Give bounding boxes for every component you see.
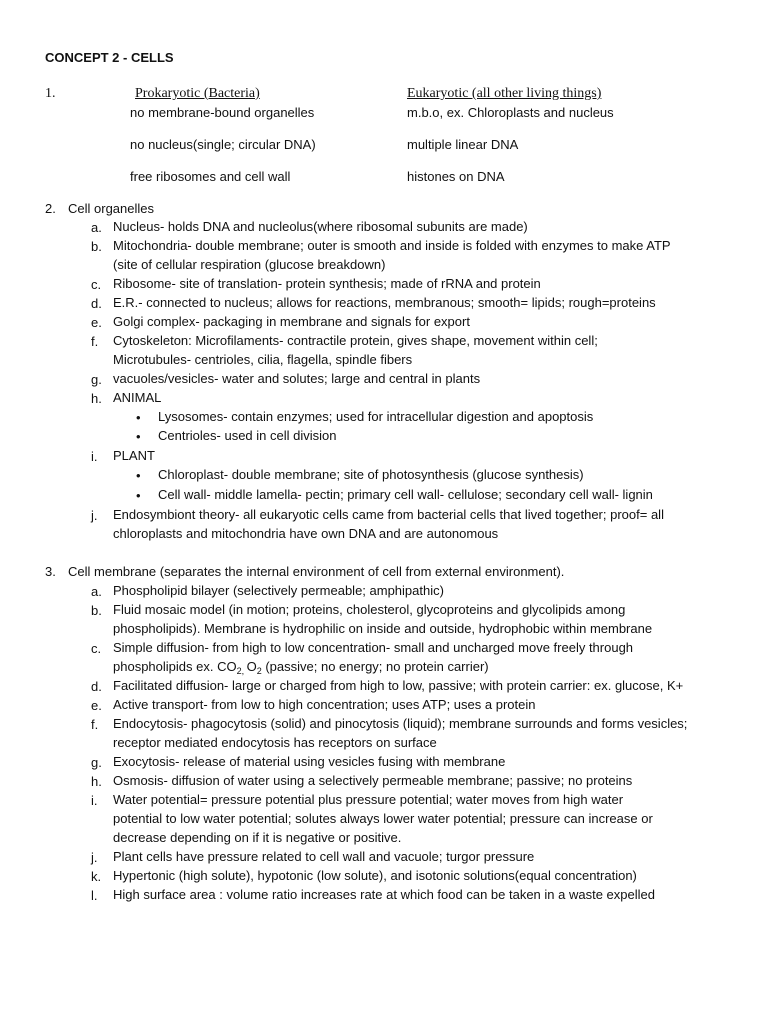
item-text: Microtubules- centrioles, cilia, flagella, spindle fibers bbox=[113, 352, 413, 367]
list-item bbox=[113, 369, 733, 388]
list-item bbox=[113, 217, 733, 236]
list-item bbox=[113, 505, 733, 543]
item-label: b. bbox=[91, 603, 102, 618]
list-item bbox=[113, 293, 733, 312]
bullet-icon: • bbox=[136, 488, 141, 503]
section-3-heading: Cell membrane (separates the internal environment of cell from external environment). bbox=[68, 564, 565, 579]
item-text: Endosymbiont theory- all eukaryotic cells came from bacterial cells that lived together; proof= all bbox=[113, 507, 664, 522]
list-item bbox=[113, 866, 733, 885]
list-item bbox=[113, 771, 733, 790]
item-label: l. bbox=[91, 888, 98, 903]
section-1-number: 1. bbox=[45, 86, 56, 101]
section-3-number: 3. bbox=[45, 564, 56, 579]
item-text: Ribosome- site of translation- protein synthesis; made of rRNA and protein bbox=[113, 276, 541, 291]
item-text: decrease depending on if it is negative or positive. bbox=[113, 830, 402, 845]
subscript: 2 bbox=[256, 666, 262, 676]
list-item bbox=[113, 274, 733, 293]
item-label: c. bbox=[91, 641, 102, 656]
list-item bbox=[113, 714, 753, 752]
item-text: Osmosis- diffusion of water using a selectively permeable membrane; passive; no proteins bbox=[113, 773, 633, 788]
prokaryotic-trait: free ribosomes and cell wall bbox=[130, 169, 291, 184]
item-text: Simple diffusion- from high to low concentration- small and uncharged move freely through bbox=[113, 640, 634, 655]
item-label: d. bbox=[91, 679, 102, 694]
list-item bbox=[158, 426, 718, 445]
item-text: Lysosomes- contain enzymes; used for intracellular digestion and apoptosis bbox=[158, 409, 594, 424]
prokaryotic-trait: no nucleus(single; circular DNA) bbox=[130, 137, 316, 152]
item-text: receptor mediated endocytosis has receptors on surface bbox=[113, 735, 437, 750]
item-label: i. bbox=[91, 449, 98, 464]
list-item bbox=[113, 752, 733, 771]
item-text: vacuoles/vesicles- water and solutes; large and central in plants bbox=[113, 371, 481, 386]
item-text: O bbox=[246, 659, 257, 674]
item-label: e. bbox=[91, 698, 102, 713]
item-text: Exocytosis- release of material using vesicles fusing with membrane bbox=[113, 754, 506, 769]
item-label: a. bbox=[91, 584, 102, 599]
eukaryotic-header: Eukaryotic (all other living things) bbox=[407, 86, 602, 101]
eukaryotic-trait: m.b.o, ex. Chloroplasts and nucleus bbox=[407, 105, 614, 120]
item-text: Fluid mosaic model (in motion; proteins, cholesterol, glycoproteins and glycolipids among bbox=[113, 602, 626, 617]
eukaryotic-trait: histones on DNA bbox=[407, 169, 505, 184]
item-label: f. bbox=[91, 717, 99, 732]
prokaryotic-trait: no membrane-bound organelles bbox=[130, 105, 315, 120]
item-label: f. bbox=[91, 334, 99, 349]
item-text: potential to low water potential; solutes always lower water potential; pressure can increase or bbox=[113, 811, 653, 826]
list-item bbox=[113, 695, 733, 714]
item-text: Water potential= pressure potential plus pressure potential; water moves from high water bbox=[113, 792, 624, 807]
list-item bbox=[158, 407, 718, 426]
item-label: a. bbox=[91, 220, 102, 235]
item-label: i. bbox=[91, 793, 98, 808]
subscript: 2, bbox=[236, 666, 247, 676]
item-text: Facilitated diffusion- large or charged from high to low, passive; with protein carrier: ex. glucose, K+ bbox=[113, 678, 684, 693]
list-item bbox=[113, 236, 733, 274]
item-label: g. bbox=[91, 372, 102, 387]
item-text: Phospholipid bilayer (selectively permeable; amphipathic) bbox=[113, 583, 444, 598]
bullet-icon: • bbox=[136, 468, 141, 483]
item-label: k. bbox=[91, 869, 102, 884]
item-text: E.R.- connected to nucleus; allows for reactions, membranous; smooth= lipids; rough=proteins bbox=[113, 295, 656, 310]
item-text: Endocytosis- phagocytosis (solid) and pinocytosis (liquid); membrane surrounds and forms vesicles; bbox=[113, 716, 688, 731]
list-item bbox=[113, 885, 753, 904]
item-label: h. bbox=[91, 774, 102, 789]
bullet-icon: • bbox=[136, 410, 141, 425]
item-text: ANIMAL bbox=[113, 390, 162, 405]
item-label: b. bbox=[91, 239, 102, 254]
list-item bbox=[113, 581, 733, 600]
item-label: c. bbox=[91, 277, 102, 292]
item-text: (site of cellular respiration (glucose breakdown) bbox=[113, 257, 386, 272]
list-item bbox=[113, 676, 753, 695]
item-label: h. bbox=[91, 391, 102, 406]
item-text: Cytoskeleton: Microfilaments- contractile protein, gives shape, movement within cell; bbox=[113, 333, 598, 348]
item-text: Cell wall- middle lamella- pectin; primary cell wall- cellulose; secondary cell wall- lignin bbox=[158, 487, 653, 502]
item-text: Active transport- from low to high concentration; uses ATP; uses a protein bbox=[113, 697, 536, 712]
page-title: CONCEPT 2 - CELLS bbox=[45, 50, 174, 65]
item-text: Plant cells have pressure related to cell wall and vacuole; turgor pressure bbox=[113, 849, 535, 864]
item-text: phospholipids ex. CO bbox=[113, 659, 237, 674]
list-item bbox=[113, 446, 733, 465]
item-label: d. bbox=[91, 296, 102, 311]
eukaryotic-trait: multiple linear DNA bbox=[407, 137, 519, 152]
item-text: Hypertonic (high solute), hypotonic (low solute), and isotonic solutions(equal concentration) bbox=[113, 868, 637, 883]
list-item bbox=[158, 465, 718, 484]
bullet-icon: • bbox=[136, 429, 141, 444]
item-text: High surface area : volume ratio increases rate at which food can be taken in a waste expelled bbox=[113, 887, 655, 902]
section-2-number: 2. bbox=[45, 201, 56, 216]
list-item bbox=[113, 638, 733, 678]
section-2-heading: Cell organelles bbox=[68, 201, 154, 216]
item-text: chloroplasts and mitochondria have own DNA and are autonomous bbox=[113, 526, 499, 541]
prokaryotic-header: Prokaryotic (Bacteria) bbox=[135, 86, 260, 101]
item-label: j. bbox=[91, 508, 98, 523]
item-text: PLANT bbox=[113, 448, 155, 463]
item-text: Nucleus- holds DNA and nucleolus(where ribosomal subunits are made) bbox=[113, 219, 528, 234]
item-text: (passive; no energy; no protein carrier) bbox=[261, 659, 489, 674]
item-text: Centrioles- used in cell division bbox=[158, 428, 337, 443]
list-item bbox=[113, 388, 733, 407]
item-text: phospholipids). Membrane is hydrophilic on inside and outside, hydrophobic within membrane bbox=[113, 621, 653, 636]
list-item bbox=[113, 312, 733, 331]
item-label: j. bbox=[91, 850, 98, 865]
list-item bbox=[113, 790, 733, 847]
list-item bbox=[113, 600, 733, 638]
item-label: e. bbox=[91, 315, 102, 330]
list-item bbox=[113, 847, 733, 866]
list-item bbox=[113, 331, 733, 369]
item-label: g. bbox=[91, 755, 102, 770]
list-item bbox=[158, 485, 728, 504]
item-text: Chloroplast- double membrane; site of photosynthesis (glucose synthesis) bbox=[158, 467, 584, 482]
item-text: Mitochondria- double membrane; outer is smooth and inside is folded with enzymes to make ATP bbox=[113, 238, 671, 253]
item-text: Golgi complex- packaging in membrane and signals for export bbox=[113, 314, 470, 329]
